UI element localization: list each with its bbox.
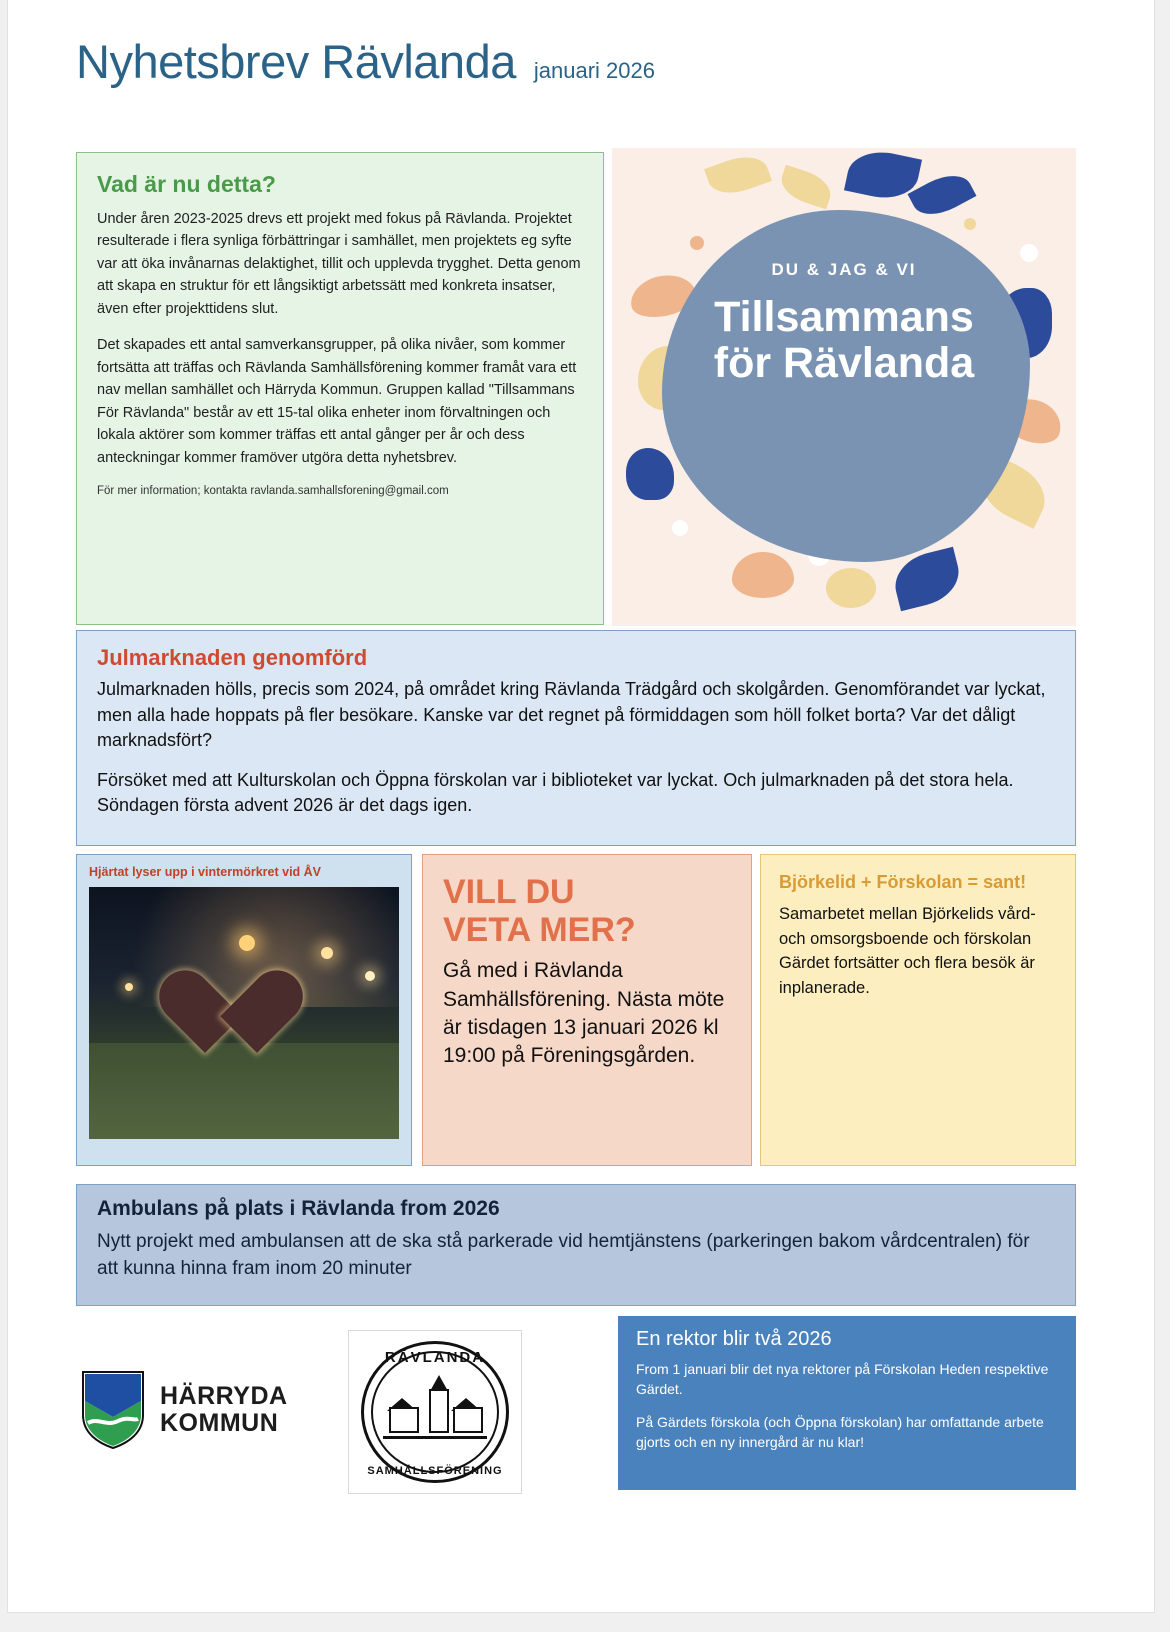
intro-section [76,152,604,625]
stamp-village-illustration [383,1377,487,1439]
stamp-ground-line [383,1436,487,1439]
rektor-paragraph-2: På Gärdets förskola (och Öppna förskolan) har omfattande arbete gjorts och en ny innergård är nu klar! [636,1413,1044,1450]
julmarknad-paragraph-2: Försöket med att Kulturskolan och Öppna förskolan var i biblioteket var lyckat. Och julmarknaden på det stora hela. Söndagen första advent 2026 är det dags igen. [97,769,1014,816]
house-shape [453,1407,483,1433]
heart-sculpture [161,973,257,1069]
flower-decoration [732,552,794,598]
illustration-kicker: DU & JAG & VI [771,260,917,279]
house-shape [389,1407,419,1433]
harryda-kommun-logo [82,1350,344,1470]
ambulans-heading: Ambulans på plats i Rävlanda from 2026 [97,1197,500,1220]
join-us-section [422,854,752,1166]
ambulans-section [76,1184,1076,1306]
intro-heading: Vad är nu detta? [97,171,276,197]
ambulans-body: Nytt projekt med ambulansen att de ska stå parkerade vid hemtjänstens (parkeringen bakom vårdcentralen) för att kunna hinna fram inom 20 minuter [97,1231,1030,1279]
julmarknad-paragraph-1: Julmarknaden hölls, precis som 2024, på området kring Rävlanda Trädgård och skolgården. Genomförandet var lyckat, men alla hade hoppats på fler besökare. Kanske var det regnet på förmiddagen som höll folket borta? Var det dåligt marknadsfört? [97,679,1046,751]
harryda-line-2: KOMMUN [160,1409,279,1437]
dot-decoration [690,236,704,250]
harryda-kommun-wordmark [160,1383,288,1437]
intro-paragraph-2: Det skapades ett antal samverkansgrupper, på olika nivåer, som kommer fortsätta att träffas och Rävlanda Samhällsförening kommer framåt vara ett nav mellan samhället och Härryda Kommun. Gruppen kallad "Tillsammans För Rävlanda" består av ett 15-tal olika enheter inom förvaltningen och lokala aktörer som kommer träffas ett antal gånger per år och dess anteckningar kommer framöver utgöra detta nyhetsbrev. [97,337,577,466]
illustration-graphic [612,148,1076,626]
dot-decoration [672,520,688,536]
illustration-text [612,260,1076,387]
stamp-icon [359,1339,511,1485]
bjorkelid-heading: Björkelid + Förskolan = sant! [779,872,1027,892]
julmarknad-heading: Julmarknaden genomförd [97,645,368,670]
join-us-heading-line-1: VILL DU [443,873,575,911]
photo-caption: Hjärtat lyser upp i vintermörkret vid ÅV [89,865,322,879]
rektor-heading: En rektor blir två 2026 [636,1328,832,1350]
night-photo [89,887,399,1139]
photo-card [76,854,412,1166]
illustration-line-2: för Rävlanda [713,339,975,388]
flower-decoration [626,448,674,500]
streetlight-glow [365,971,375,981]
leaf-decoration [777,165,836,210]
rektor-paragraph-1: From 1 januari blir det nya rektorer på Förskolan Heden respektive Gärdet. [636,1361,1049,1398]
ravlanda-samhallsforening-logo [348,1330,522,1494]
streetlight-glow [321,947,333,959]
dot-decoration [964,218,976,230]
julmarknad-section [76,630,1076,846]
page-subtitle: januari 2026 [533,58,655,83]
flower-decoration [826,568,876,608]
streetlight-glow [239,935,255,951]
bjorkelid-body: Samarbetet mellan Björkelids vård- och omsorgsboende och förskolan Gärdet fortsätter och flera besök är inplanerade. [779,905,1036,997]
newsletter-sheet [8,0,1154,1612]
join-us-heading [443,873,731,949]
join-us-body: Gå med i Rävlanda Samhällsförening. Nästa möte är tisdagen 13 januari 2026 kl 19:00 på Föreningsgården. [443,959,725,1068]
illustration-line-1: Tillsammans [714,293,974,341]
stamp-bottom-text: SAMHÄLLSFÖRENING [367,1465,503,1477]
rektor-section [618,1316,1076,1490]
page-title: Nyhetsbrev Rävlanda [76,35,516,88]
stamp-top-text: RÄVLANDA [384,1349,486,1366]
bjorkelid-section [760,854,1076,1166]
harryda-line-1: HÄRRYDA [160,1382,288,1410]
intro-paragraph-1: Under åren 2023-2025 drevs ett projekt med fokus på Rävlanda. Projektet resulterade i flera synliga förbättringar i samhället, men projektets eg syfte var att öka invånarnas delaktighet, tillit och upplevda trygghet. Detta genom att skapa en struktur för ett långsiktigt arbetssätt med konkreta insatser, även efter projekttidens slut. [97,211,581,317]
shield-icon [82,1371,144,1449]
join-us-heading-line-2: VETA MER? [443,911,636,950]
intro-contact-note: För mer information; kontakta ravlanda.samhallsforening@gmail.com [97,485,449,498]
church-tower [429,1389,449,1433]
leaf-decoration [704,149,772,201]
page-header [76,35,655,88]
streetlight-glow [125,983,133,991]
